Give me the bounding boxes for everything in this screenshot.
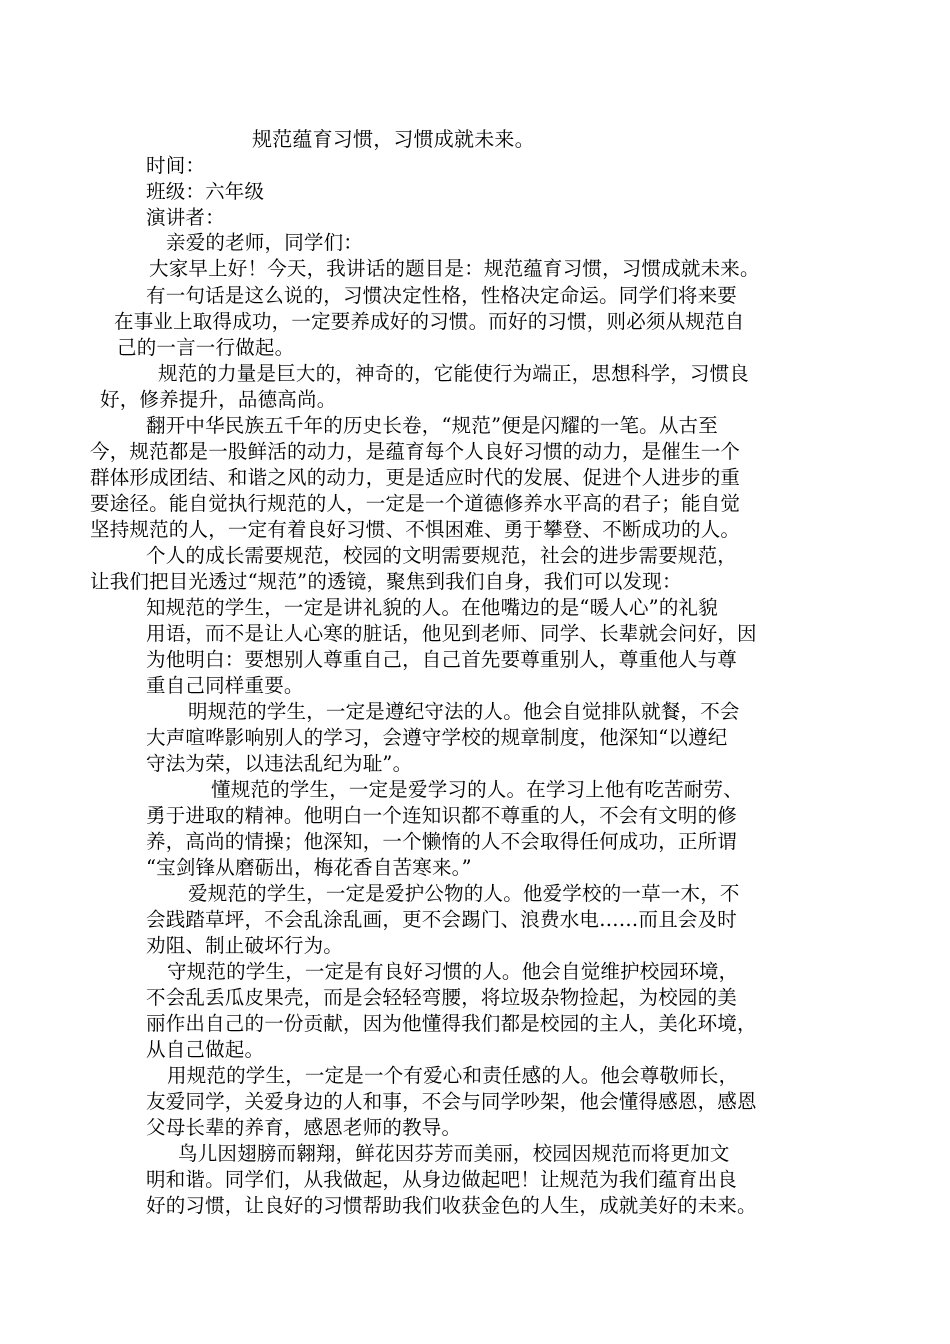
greeting: 亲爱的老师，同学们：	[166, 231, 364, 254]
text-line: 从自己做起。	[146, 1038, 265, 1061]
text-line: 懂规范的学生，一定是爱学习的人。在学习上他有吃苦耐劳、	[211, 778, 743, 801]
text-line: 明和谐。同学们，从我做起，从身边做起吧！让规范为我们蕴育出良	[146, 1168, 738, 1191]
text-line: 会践踏草坪，不会乱涂乱画，更不会踢门、浪费水电……而且会及时	[146, 908, 738, 931]
text-line: 守规范的学生，一定是有良好习惯的人。他会自觉维护校园环境，	[167, 960, 739, 983]
text-line: 勇于进取的精神。他明白一个连知识都不尊重的人，不会有文明的修	[146, 804, 738, 827]
text-line: 鸟儿因翅膀而翱翔，鲜花因芬芳而美丽，校园因规范而将更加文	[178, 1142, 730, 1165]
text-line: 明规范的学生，一定是遵纪守法的人。他会自觉排队就餐，不会	[188, 700, 740, 723]
meta-speaker: 演讲者：	[146, 206, 225, 229]
text-line: 不会乱丢瓜皮果壳，而是会轻轻弯腰，将垃圾杂物捡起，为校园的美	[146, 986, 738, 1009]
text-line: 坚持规范的人，一定有着良好习惯、不惧困难、勇于攀登、不断成功的人。	[90, 518, 741, 541]
text-line: 养，高尚的情操；他深知，一个懒惰的人不会取得任何成功，正所谓	[146, 830, 738, 853]
meta-time: 时间：	[146, 154, 206, 177]
text-line: 个人的成长需要规范，校园的文明需要规范，社会的进步需要规范，	[146, 544, 738, 567]
text-line: 有一句话是这么说的，习惯决定性格，性格决定命运。同学们将来要	[146, 284, 738, 307]
text-line: 群体形成团结、和谐之风的动力，更是适应时代的发展、促进个人进步的重	[90, 466, 741, 489]
text-line: 让我们把目光透过“规范”的透镜，聚焦到我们自身，我们可以发现：	[90, 570, 682, 593]
text-line: 好的习惯，让良好的习惯帮助我们收获金色的人生，成就美好的未来。	[146, 1194, 757, 1217]
text-line: 今，规范都是一股鲜活的动力，是蕴育每个人良好习惯的动力，是催生一个	[90, 440, 741, 463]
text-line: 己的一言一行做起。	[117, 336, 295, 359]
speech-title: 规范蕴育习惯，习惯成就未来。	[252, 127, 535, 151]
text-line: “宝剑锋从磨砺出，梅花香自苦寒来。”	[146, 856, 472, 879]
text-line: 大声喧哗影响别人的学习，会遵守学校的规章制度，他深知“以遵纪	[146, 726, 728, 749]
text-line: 好，修养提升，品德高尚。	[100, 388, 337, 411]
text-line: 爱规范的学生，一定是爱护公物的人。他爱学校的一草一木，不	[188, 882, 740, 905]
text-line: 友爱同学，关爱身边的人和事，不会与同学吵架，他会懂得感恩，感恩	[146, 1090, 757, 1113]
text-line: 规范的力量是巨大的，神奇的，它能使行为端正，思想科学，习惯良	[158, 362, 750, 385]
text-line: 翻开中华民族五千年的历史长卷，“规范”便是闪耀的一笔。从古至	[146, 414, 718, 437]
text-line: 在事业上取得成功，一定要养成好的习惯。而好的习惯，则必须从规范自	[114, 310, 745, 333]
text-line: 用规范的学生，一定是一个有爱心和责任感的人。他会尊敬师长，	[167, 1064, 739, 1087]
meta-class: 班级：六年级	[146, 180, 265, 203]
text-line: 知规范的学生，一定是讲礼貌的人。在他嘴边的是“暖人心”的礼貌	[146, 596, 718, 619]
text-line: 要途径。能自觉执行规范的人，一定是一个道德修养水平高的君子；能自觉	[90, 492, 741, 515]
text-line: 用语，而不是让人心寒的脏话，他见到老师、同学、长辈就会问好，因	[146, 622, 757, 645]
text-line: 劝阻、制止破坏行为。	[146, 934, 344, 957]
text-line: 丽作出自己的一份贡献，因为他懂得我们都是校园的主人，美化环境，	[146, 1012, 757, 1035]
text-line: 父母长辈的养育，感恩老师的教导。	[146, 1116, 462, 1139]
text-line: 为他明白：要想别人尊重自己，自己首先要尊重别人，尊重他人与尊	[146, 648, 738, 671]
text-line: 重自己同样重要。	[146, 674, 304, 697]
text-line: 大家早上好！今天，我讲话的题目是：规范蕴育习惯，习惯成就未来。	[149, 257, 760, 280]
text-line: 守法为荣，以违法乱纪为耻”。	[146, 752, 413, 775]
